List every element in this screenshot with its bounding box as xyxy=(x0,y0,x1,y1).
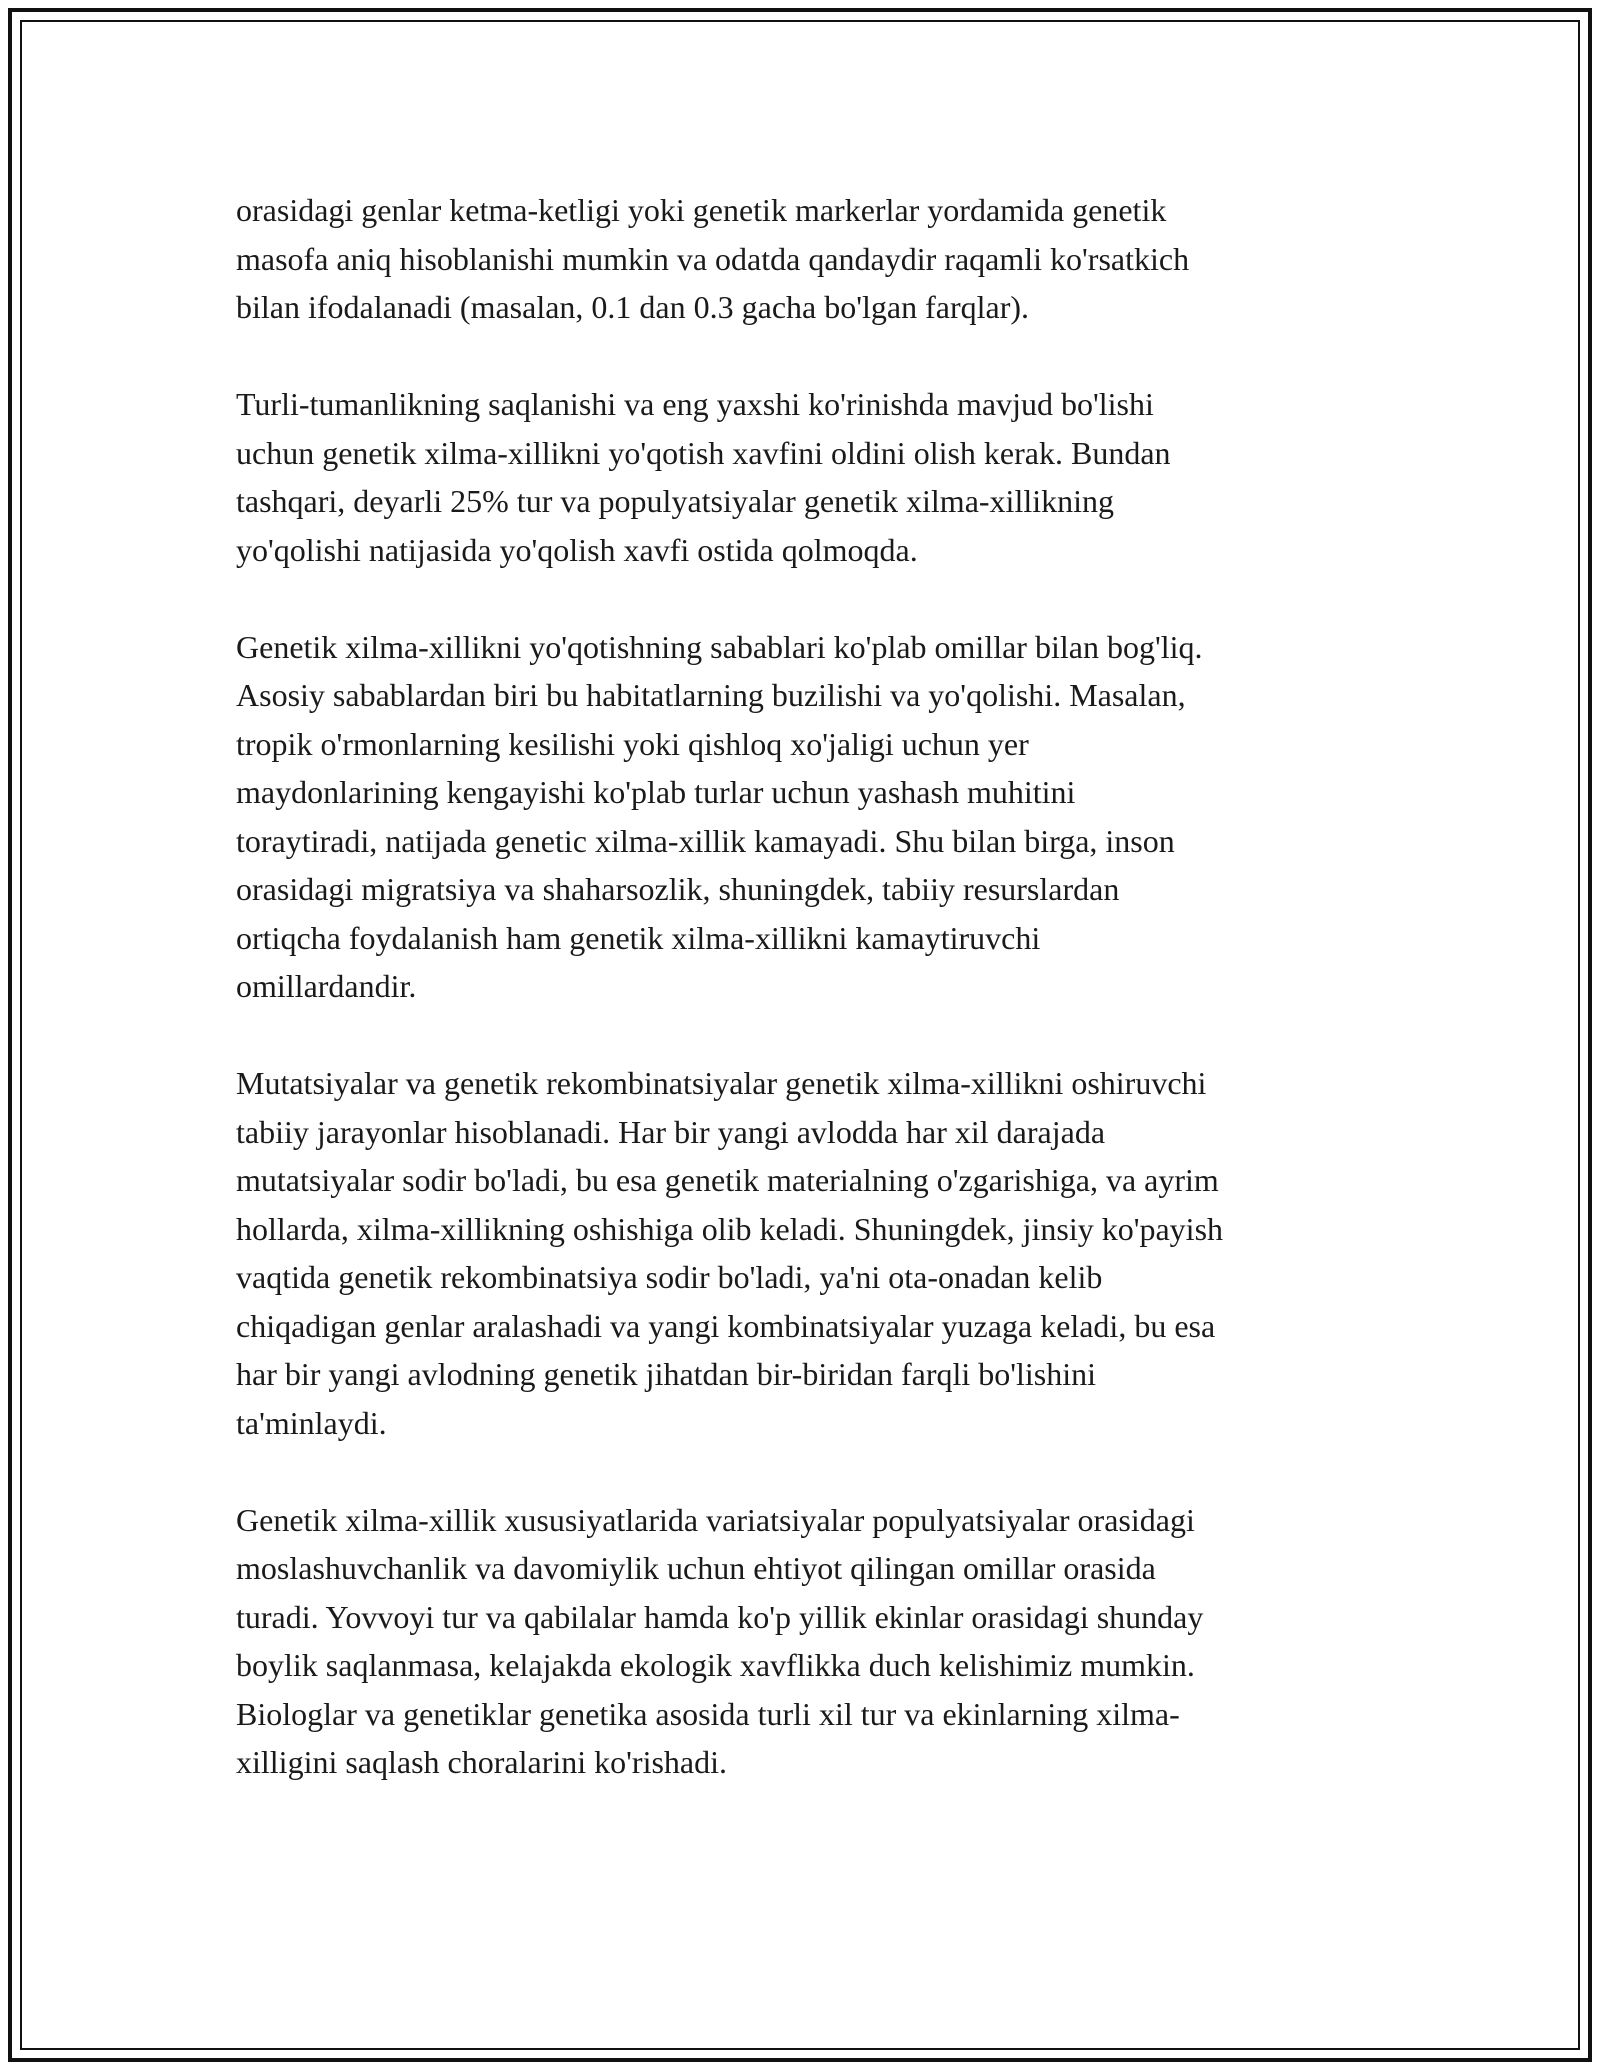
text-line: yo'qolishi natijasida yo'qolish xavfi ostida qolmoqda. xyxy=(236,531,918,568)
text-line: ta'minlaydi. xyxy=(236,1404,387,1441)
text-line: Genetik xilma-xillik xususiyatlarida variatsiyalar populyatsiyalar orasidagi xyxy=(236,1501,1195,1538)
text-line: chiqadigan genlar aralashadi va yangi kombinatsiyalar yuzaga keladi, bu esa xyxy=(236,1307,1216,1344)
text-line: hollarda, xilma-xillikning oshishiga olib keladi. Shuningdek, jinsiy ko'payish xyxy=(236,1210,1224,1247)
text-line: har bir yangi avlodning genetik jihatdan bir-biridan farqli bo'lishini xyxy=(236,1356,1097,1392)
text-line: bilan ifodalanadi (masalan, 0.1 dan 0.3 gacha bo'lgan farqlar). xyxy=(236,289,1030,325)
text-line: Mutatsiyalar va genetik rekombinatsiyalar genetik xilma-xillikni oshiruvchi xyxy=(236,1065,1207,1101)
text-line: vaqtida genetik rekombinatsiya sodir bo'ladi, ya'ni ota-onadan kelib xyxy=(236,1259,1103,1295)
text-line: tabiiy jarayonlar hisoblanadi. Har bir yangi avlodda har xil darajada xyxy=(236,1113,1106,1150)
text-line: Turli-tumanlikning saqlanishi va eng yaxshi ko'rinishda mavjud bo'lishi xyxy=(236,386,1154,422)
text-line: orasidagi migratsiya va shaharsozlik, shuningdek, tabiiy resurslardan xyxy=(236,871,1120,907)
text-line: Biologlar va genetiklar genetika asosida turli xil tur va ekinlarning xilma- xyxy=(236,1695,1180,1732)
text-line: omillardandir. xyxy=(236,968,417,1004)
text-line: mutatsiyalar sodir bo'ladi, bu esa genetik materialning o'zgarishiga, va ayrim xyxy=(236,1162,1219,1198)
text-line: orasidagi genlar ketma-ketligi yoki genetik markerlar yordamida genetik xyxy=(236,192,1167,228)
text-line: toraytiradi, natijada genetic xilma-xillik kamayadi. Shu bilan birga, inson xyxy=(236,822,1175,859)
text-line: Asosiy sabablardan biri bu habitatlarning buzilishi va yo'qolishi. Masalan, xyxy=(236,677,1186,713)
text-line: maydonlarining kengayishi ko'plab turlar uchun yashash muhitini xyxy=(236,774,1076,810)
text-line: xilligini saqlash choralarini ko'rishadi. xyxy=(236,1744,727,1780)
text-line: moslashuvchanlik va davomiylik uchun ehtiyot qilingan omillar orasida xyxy=(236,1550,1156,1586)
text-line: tropik o'rmonlarning kesilishi yoki qishloq xo'jaligi uchun yer xyxy=(236,725,1029,762)
paragraph-genetic-distance xyxy=(236,186,1416,332)
paragraph-variation-adaptability xyxy=(236,1496,1416,1787)
text-line: boylik saqlanmasa, kelajakda ekologik xavflikka duch kelishimiz mumkin. xyxy=(236,1647,1195,1683)
text-line: masofa aniq hisoblanishi mumkin va odatda qandaydir raqamli ko'rsatkich xyxy=(236,240,1190,277)
paragraph-diversity-loss-risk xyxy=(236,380,1416,574)
text-line: ortiqcha foydalanish ham genetik xilma-xillikni kamaytiruvchi xyxy=(236,919,1041,956)
paragraph-causes-of-loss xyxy=(236,623,1416,1011)
text-line: turadi. Yovvoyi tur va qabilalar hamda ko'p yillik ekinlar orasidagi shunday xyxy=(236,1598,1204,1635)
text-line: uchun genetik xilma-xillikni yo'qotish xavfini oldini olish kerak. Bundan xyxy=(236,434,1171,471)
text-line: tashqari, deyarli 25% tur va populyatsiyalar genetik xilma-xillikning xyxy=(236,483,1114,519)
text-line: Genetik xilma-xillikni yo'qotishning sabablari ko'plab omillar bilan bog'liq. xyxy=(236,628,1203,665)
document-body xyxy=(236,186,1416,1835)
paragraph-mutations-recombination xyxy=(236,1059,1416,1447)
